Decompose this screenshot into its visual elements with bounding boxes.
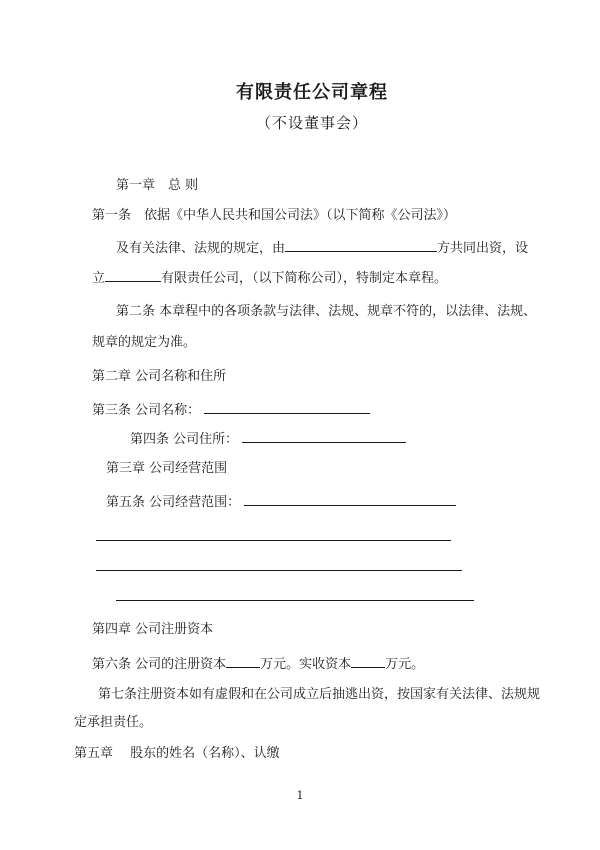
document-subtitle: （不设董事会） xyxy=(255,114,368,132)
business-scope-line-3[interactable] xyxy=(96,570,462,571)
article-6-text-c: 万元。 xyxy=(385,657,425,672)
article-1-line-3 xyxy=(92,269,447,287)
article-3-label: 第三条 公司名称： xyxy=(92,403,201,418)
business-scope-line-2[interactable] xyxy=(96,540,451,541)
article-6-line xyxy=(92,655,424,673)
article-3-line xyxy=(92,401,370,419)
business-scope-field[interactable] xyxy=(244,493,456,506)
article-1-text-c: 立 xyxy=(92,271,106,286)
article-1-text-d: 有限责任公司，（以下简称公司），特制定本章程。 xyxy=(161,271,448,286)
article-4-label: 第四条 公司住所： xyxy=(130,432,239,447)
article-5-line xyxy=(106,493,456,511)
article-5-label: 第五条 公司经营范围： xyxy=(106,495,241,510)
company-address-field[interactable] xyxy=(242,430,406,443)
article-6-text-a: 第六条 公司的注册资本 xyxy=(92,657,227,672)
article-6-text-b: 万元。实收资本 xyxy=(260,657,352,672)
article-2-line-1: 第二条 本章程中的各项条款与法律、法规、规章不符的，以法律、法规、 xyxy=(116,304,537,319)
article-7-line-1: 第七条注册资本如有虚假和在公司成立后抽逃出资，按国家有关法律、法规规 xyxy=(98,687,541,702)
paid-in-capital-blank[interactable] xyxy=(351,655,385,668)
article-1-line-2 xyxy=(116,239,528,257)
page-number: 1 xyxy=(296,789,304,802)
chapter-3-heading: 第三章 公司经营范围 xyxy=(106,461,228,476)
article-1-text-b: 方共同出资，设 xyxy=(437,241,529,256)
company-name-field[interactable] xyxy=(204,401,370,414)
company-name-blank[interactable] xyxy=(105,269,161,282)
registered-capital-blank[interactable] xyxy=(226,655,260,668)
chapter-5-heading: 第五章 股东的姓名（名称）、认缴 xyxy=(74,746,280,761)
article-7-line-2: 定承担责任。 xyxy=(74,715,153,730)
article-1-text-a: 及有关法律、法规的规定，由 xyxy=(116,241,286,256)
chapter-4-heading: 第四章 公司注册资本 xyxy=(92,622,214,637)
business-scope-line-4[interactable] xyxy=(116,600,474,601)
document-title: 有限责任公司章程 xyxy=(236,82,388,103)
contributor-count-blank[interactable] xyxy=(285,239,437,252)
chapter-1-heading: 第一章 总 则 xyxy=(116,178,199,193)
article-1-lead: 第一条 依据《中华人民共和国公司法》（以下简称《公司法》） xyxy=(92,208,457,223)
article-4-line xyxy=(130,430,406,448)
article-2-line-2: 规章的规定为准。 xyxy=(92,335,197,350)
chapter-2-heading: 第二章 公司名称和住所 xyxy=(92,369,227,384)
